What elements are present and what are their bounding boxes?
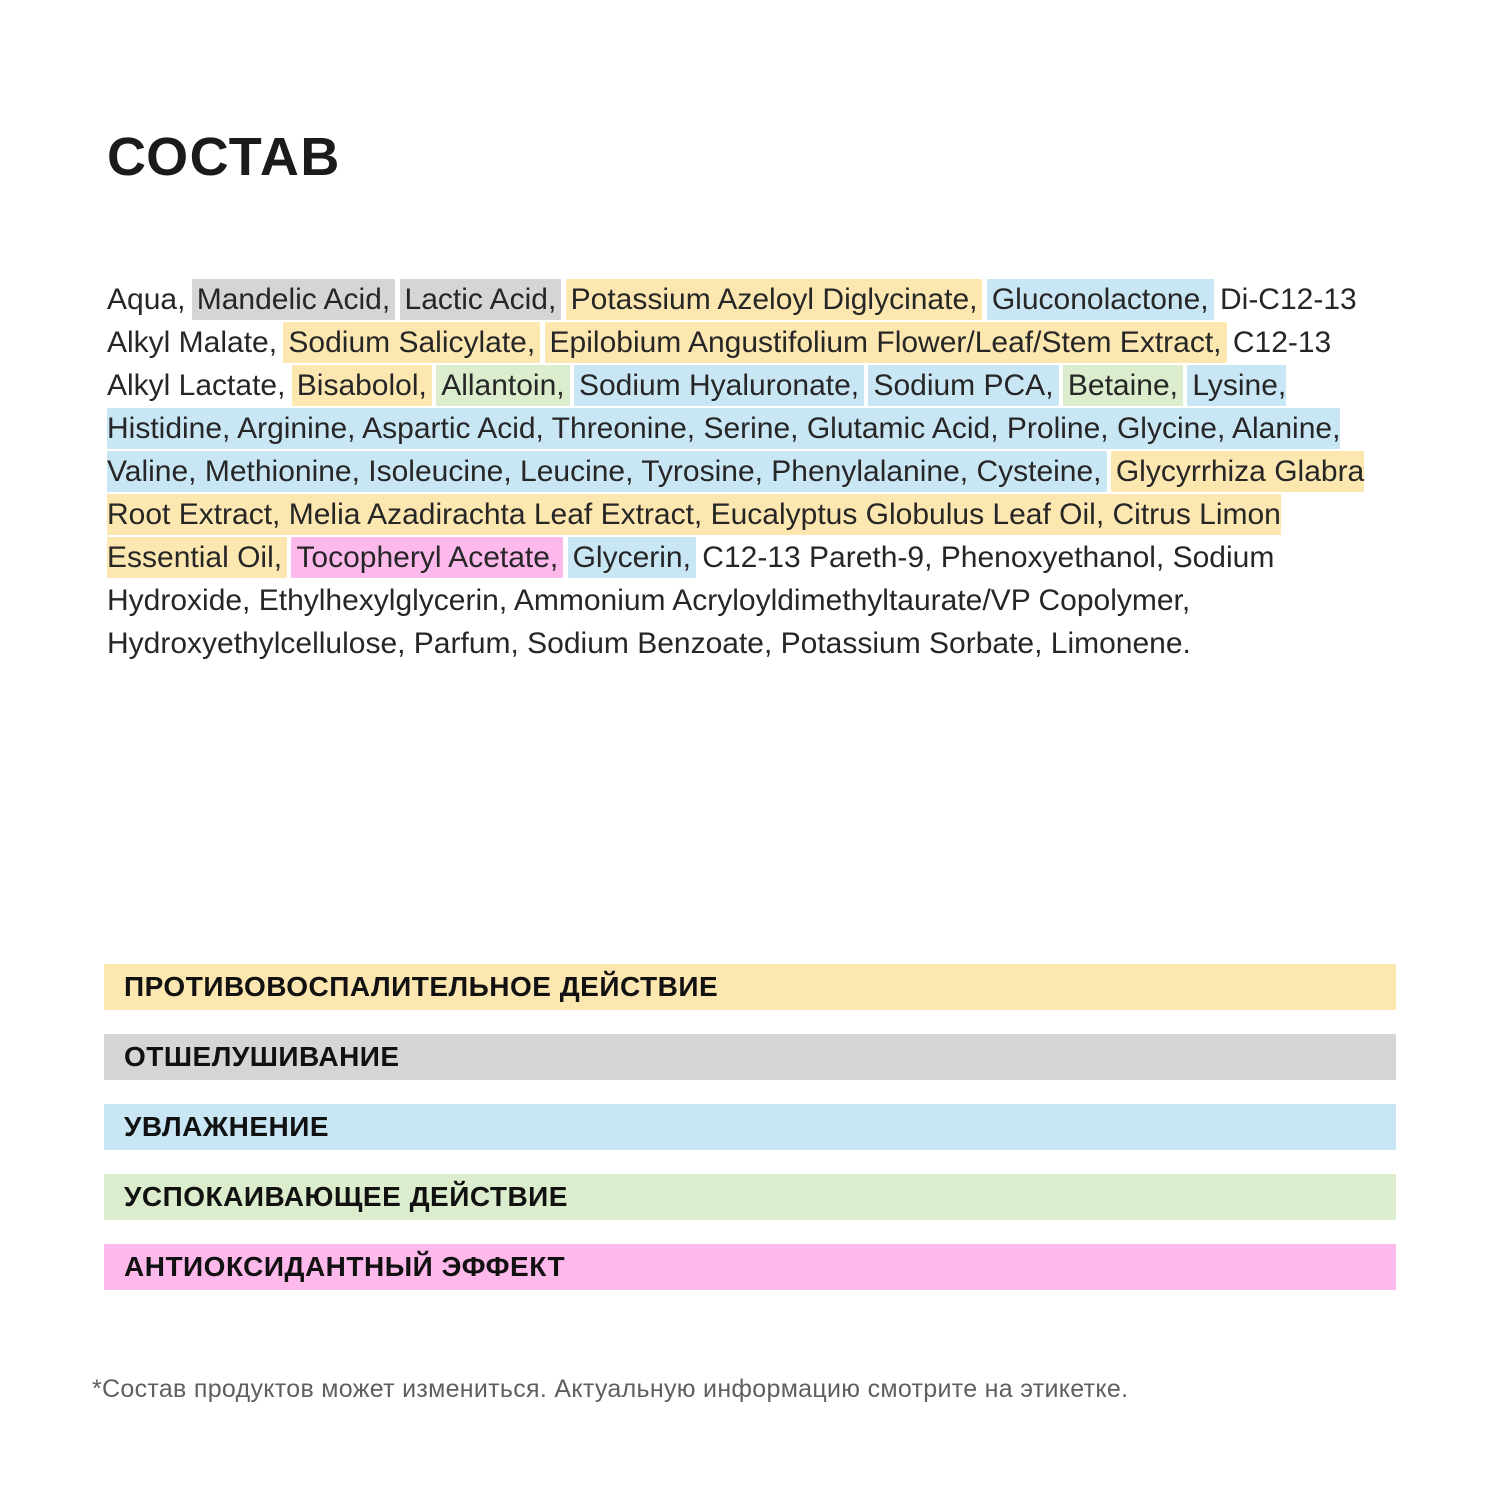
disclaimer-footnote: *Состав продуктов может измениться. Актуальную информацию смотрите на этикетке. [92,1375,1129,1403]
ingredient-segment: Glycerin, [568,537,696,578]
ingredient-segment: Potassium Azeloyl Diglycinate, [566,279,983,320]
ingredient-segment: Sodium Salicylate, [283,322,540,363]
legend-bar-yellow [104,964,1396,1010]
ingredient-segment: Aqua, [107,283,186,316]
page-title: СОСТАВ [107,127,341,188]
legend-bar-gray [104,1034,1396,1080]
ingredient-segment: Glycyrrhiza Glabra Root Extract, Melia Azadirachta Leaf Extract, Eucalyptus Globulus Leaf Oil, Citrus Limon Essential Oil, [107,451,1364,578]
ingredient-segment: Di-C12-13 Alkyl Malate, [107,283,1357,359]
ingredient-segment: Sodium PCA, [868,365,1058,406]
ingredient-segment: Sodium Hyaluronate, [574,365,864,406]
ingredient-segment: Bisabolol, [292,365,432,406]
legend-bar-blue [104,1104,1396,1150]
ingredient-segment: Gluconolactone, [987,279,1214,320]
legend-label: АНТИОКСИДАНТНЫЙ ЭФФЕКТ [124,1251,566,1282]
ingredient-segment: Allantoin, [436,365,569,406]
ingredient-segment: Epilobium Angustifolium Flower/Leaf/Stem Extract, [545,322,1227,363]
ingredient-segment: Lactic Acid, [400,279,562,320]
legend-label: УВЛАЖНЕНИЕ [124,1111,330,1142]
ingredient-segment: C12-13 Pareth-9, Phenoxyethanol, Sodium Hydroxide, Ethylhexylglycerin, Ammonium Acryloyldimethyltaurate/VP Copolymer, Hydroxyethylcellulose, Parfum, Sodium Benzoate, Potassium Sorbate, Limonene. [107,541,1275,660]
legend-label: ПРОТИВОВОСПАЛИТЕЛЬНОЕ ДЕЙСТВИЕ [124,971,719,1002]
effects-legend [104,964,1396,1290]
legend-bar-pink [104,1244,1396,1290]
ingredient-segment: Betaine, [1063,365,1183,406]
legend-label: ОТШЕЛУШИВАНИЕ [124,1041,400,1072]
ingredient-segment: Mandelic Acid, [192,279,395,320]
ingredients-paragraph [107,278,1397,665]
ingredient-segment: C12-13 Alkyl Lactate, [107,326,1332,402]
legend-bar-green [104,1174,1396,1220]
legend-label: УСПОКАИВАЮЩЕЕ ДЕЙСТВИЕ [124,1181,568,1212]
ingredient-segment: Tocopheryl Acetate, [291,537,563,578]
ingredient-segment: Lysine, Histidine, Arginine, Aspartic Acid, Threonine, Serine, Glutamic Acid, Proline, Glycine, Alanine, Valine, Methionine, Isoleucine, Leucine, Tyrosine, Phenylalanine, Cysteine, [107,365,1340,492]
